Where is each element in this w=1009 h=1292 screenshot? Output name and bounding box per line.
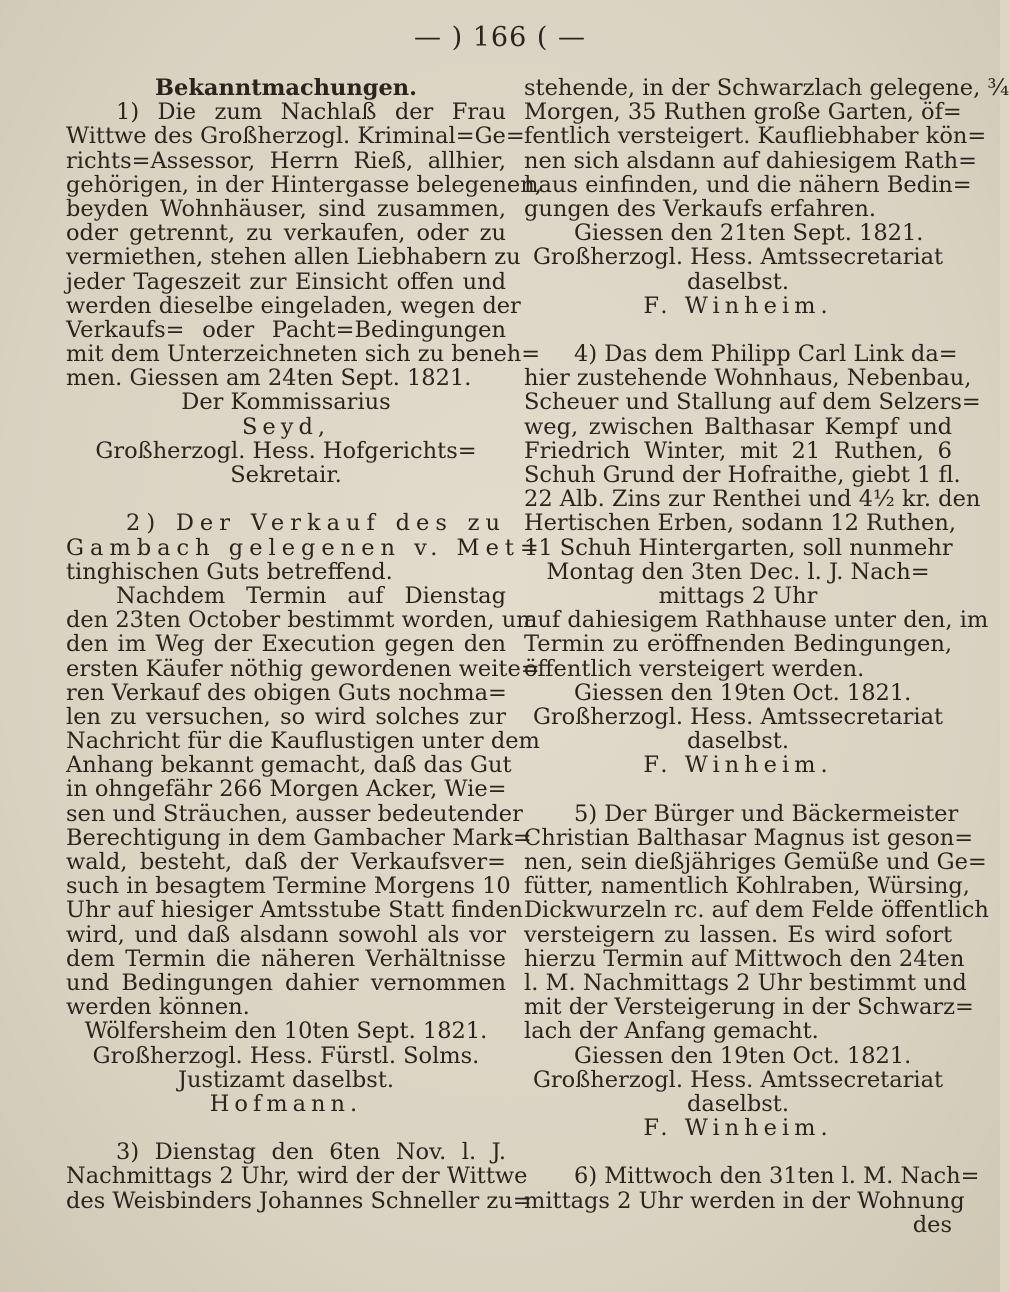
text-line: Friedrich Winter, mit 21 Ruthen, 6 <box>524 437 952 464</box>
text-line: den 23ten October bestimmt worden, um <box>66 607 538 634</box>
text-line: jeder Tageszeit zur Einsicht offen und <box>66 268 506 295</box>
notice-1 <box>66 99 542 488</box>
date-line: Giessen den 21ten Sept. 1821. <box>574 220 924 247</box>
text-line: Morgen, 35 Ruthen große Garten, öf= <box>524 99 962 126</box>
text-line: wald, besteht, daß der Verkaufsver= <box>66 849 506 875</box>
text-line: versteigern zu lassen. Es wird sofort <box>524 921 952 948</box>
text-line: Scheuer und Stallung auf dem Selzers= <box>524 389 981 416</box>
text-line: mit dem Unterzeichneten sich zu beneh= <box>66 341 541 368</box>
signature-line: Großherzogl. Hess. Fürstl. Solms. <box>92 1042 480 1069</box>
text-line: den im Weg der Execution gegen den <box>66 631 506 658</box>
signature-name: F. Winheim. <box>643 1115 833 1142</box>
text-line: Nachdem Termin auf Dienstag <box>116 582 506 609</box>
text-line: sen und Sträuchen, ausser bedeutender <box>66 800 523 827</box>
signature-name: F. Winheim. <box>643 292 833 319</box>
text-line: in ohngefähr 266 Morgen Acker, Wie= <box>66 776 507 803</box>
text-line: mit der Versteigerung in der Schwarz= <box>524 994 974 1021</box>
text-line: Berechtigung in dem Gambacher Mark= <box>66 824 532 851</box>
notice-2 <box>66 510 545 1117</box>
right-column <box>524 75 1009 1238</box>
signature-line: Großherzogl. Hess. Amtssecretariat <box>532 703 944 730</box>
text-line: und Bedingungen dahier vernommen <box>66 969 506 996</box>
catchword: des <box>912 1211 952 1238</box>
text-line: Uhr auf hiesiger Amtsstube Statt finden <box>66 897 524 924</box>
signature-line: Großherzogl. Hess. Hofgerichts= <box>95 437 477 464</box>
left-column <box>66 75 545 1214</box>
text-line: 4) Das dem Philipp Carl Link da= <box>574 341 958 368</box>
signature-line: Großherzogl. Hess. Amtssecretariat <box>532 244 944 271</box>
date-line: Giessen den 19ten Oct. 1821. <box>574 1042 912 1069</box>
text-line: dem Termin die näheren Verhältnisse <box>66 945 506 972</box>
signature-line: Justizamt daselbst. <box>177 1066 395 1093</box>
text-line: Wittwe des Großherzogl. Kriminal=Ge= <box>66 123 525 150</box>
text-line: gungen des Verkaufs erfahren. <box>524 195 877 222</box>
signature-name: Hofmann. <box>209 1090 363 1117</box>
text-line: werden dieselbe eingeladen, wegen der <box>66 292 521 319</box>
text-line: hier zustehende Wohnhaus, Nebenbau, <box>524 365 972 392</box>
date-line: Giessen den 19ten Oct. 1821. <box>574 679 912 706</box>
termin-line: Montag den 3ten Dec. l. J. Nach= <box>546 558 930 585</box>
signature-line: Großherzogl. Hess. Amtssecretariat <box>532 1066 944 1093</box>
text-line: Termin zu eröffnenden Bedingungen, <box>524 631 952 658</box>
text-line: hierzu Termin auf Mittwoch den 24ten <box>524 945 965 972</box>
text-line: gehörigen, in der Hintergasse belegenen, <box>66 171 542 198</box>
signature-name: Seyd, <box>242 413 330 440</box>
text-line: mittags 2 Uhr werden in der Wohnung <box>524 1187 965 1214</box>
text-line: wird, und daß alsdann sowohl als vor <box>66 921 506 948</box>
signature-line: daselbst. <box>686 728 790 755</box>
text-line: 3) Dienstag den 6ten Nov. l. J. <box>116 1139 506 1166</box>
text-line: stehende, in der Schwarzlach gelegene, ¾ <box>524 75 1009 101</box>
text-line: oder getrennt, zu verkaufen, oder zu <box>66 220 506 247</box>
text-line: fentlich versteigert. Kaufliebhaber kön= <box>524 123 987 150</box>
text-line: werden können. <box>66 994 250 1021</box>
text-line: des Weisbinders Johannes Schneller zu= <box>66 1187 532 1214</box>
page-number: — ) 166 ( — <box>414 22 586 53</box>
notice-title-line: Gambach gelegenen v. Met= <box>66 534 545 561</box>
text-line: fütter, namentlich Kohlraben, Würsing, <box>524 873 970 900</box>
text-line: Christian Balthasar Magnus ist geson= <box>524 824 974 851</box>
termin-line: mittags 2 Uhr <box>658 582 818 609</box>
text-line: Anhang bekannt gemacht, daß das Gut <box>66 752 512 779</box>
text-line: 5) Der Bürger und Bäckermeister <box>574 800 959 827</box>
text-line: such in besagtem Termine Morgens 10 <box>66 873 511 900</box>
notice-title-line: tinghischen Guts betreffend. <box>66 558 393 585</box>
text-line: Nachricht für die Kauflustigen unter dem <box>66 728 540 755</box>
text-line: len zu versuchen, so wird solches zur <box>66 703 506 730</box>
text-line: nen sich alsdann auf dahiesigem Rath= <box>524 147 977 174</box>
signature-line: daselbst. <box>686 268 790 295</box>
section-heading: Bekanntmachungen. <box>154 75 417 101</box>
text-line: 6) Mittwoch den 31ten l. M. Nach= <box>574 1163 980 1190</box>
signature-line: Sekretair. <box>230 462 342 488</box>
text-line: Schuh Grund der Hofraithe, giebt 1 fl. <box>524 462 961 488</box>
text-line: men. Giessen am 24ten Sept. 1821. <box>66 365 472 392</box>
text-line: ersten Käufer nöthig gewordenen weite= <box>66 655 540 682</box>
text-line: öffentlich versteigert werden. <box>524 655 865 682</box>
text-line: auf dahiesigem Rathhause unter den, im <box>524 607 989 634</box>
text-line: 1) Die zum Nachlaß der Frau <box>116 99 506 126</box>
text-line: Verkaufs= oder Pacht=Bedingungen <box>66 316 506 343</box>
text-line: nen, sein dießjähriges Gemüße und Ge= <box>524 849 987 875</box>
date-line: Wölfersheim den 10ten Sept. 1821. <box>84 1018 488 1045</box>
text-line: beyden Wohnhäuser, sind zusammen, <box>66 195 506 222</box>
text-line: lach der Anfang gemacht. <box>524 1018 819 1045</box>
text-line: Hertischen Erben, sodann 12 Ruthen, <box>524 510 956 537</box>
text-line: Dickwurzeln rc. auf dem Felde öffentlich <box>524 897 989 924</box>
signature-line: daselbst. <box>686 1090 790 1117</box>
text-line: 11 Schuh Hintergarten, soll nunmehr <box>524 534 953 561</box>
text-line: Nachmittags 2 Uhr, wird der der Wittwe <box>66 1163 528 1190</box>
notice-title-line: 2) Der Verkauf des zu <box>126 510 506 537</box>
text-line: l. M. Nachmittags 2 Uhr bestimmt und <box>524 969 967 996</box>
notice-6 <box>524 1163 980 1238</box>
text-line: weg, zwischen Balthasar Kempf und <box>524 413 952 440</box>
text-line: haus einfinden, und die nähern Bedin= <box>524 171 972 198</box>
signature-line: Der Kommissarius <box>181 389 391 416</box>
notice-3-continued <box>524 75 1009 319</box>
text-line: richts=Assessor, Herrn Rieß, allhier, <box>66 147 506 174</box>
signature-name: F. Winheim. <box>643 752 833 779</box>
notice-5 <box>524 800 989 1142</box>
text-line: ren Verkauf des obigen Guts nochma= <box>66 679 507 706</box>
text-line: 22 Alb. Zins zur Renthei und 4½ kr. den <box>524 486 981 513</box>
text-line: vermiethen, stehen allen Liebhabern zu <box>66 244 521 271</box>
notice-3 <box>66 1139 532 1214</box>
notice-4 <box>524 341 989 779</box>
